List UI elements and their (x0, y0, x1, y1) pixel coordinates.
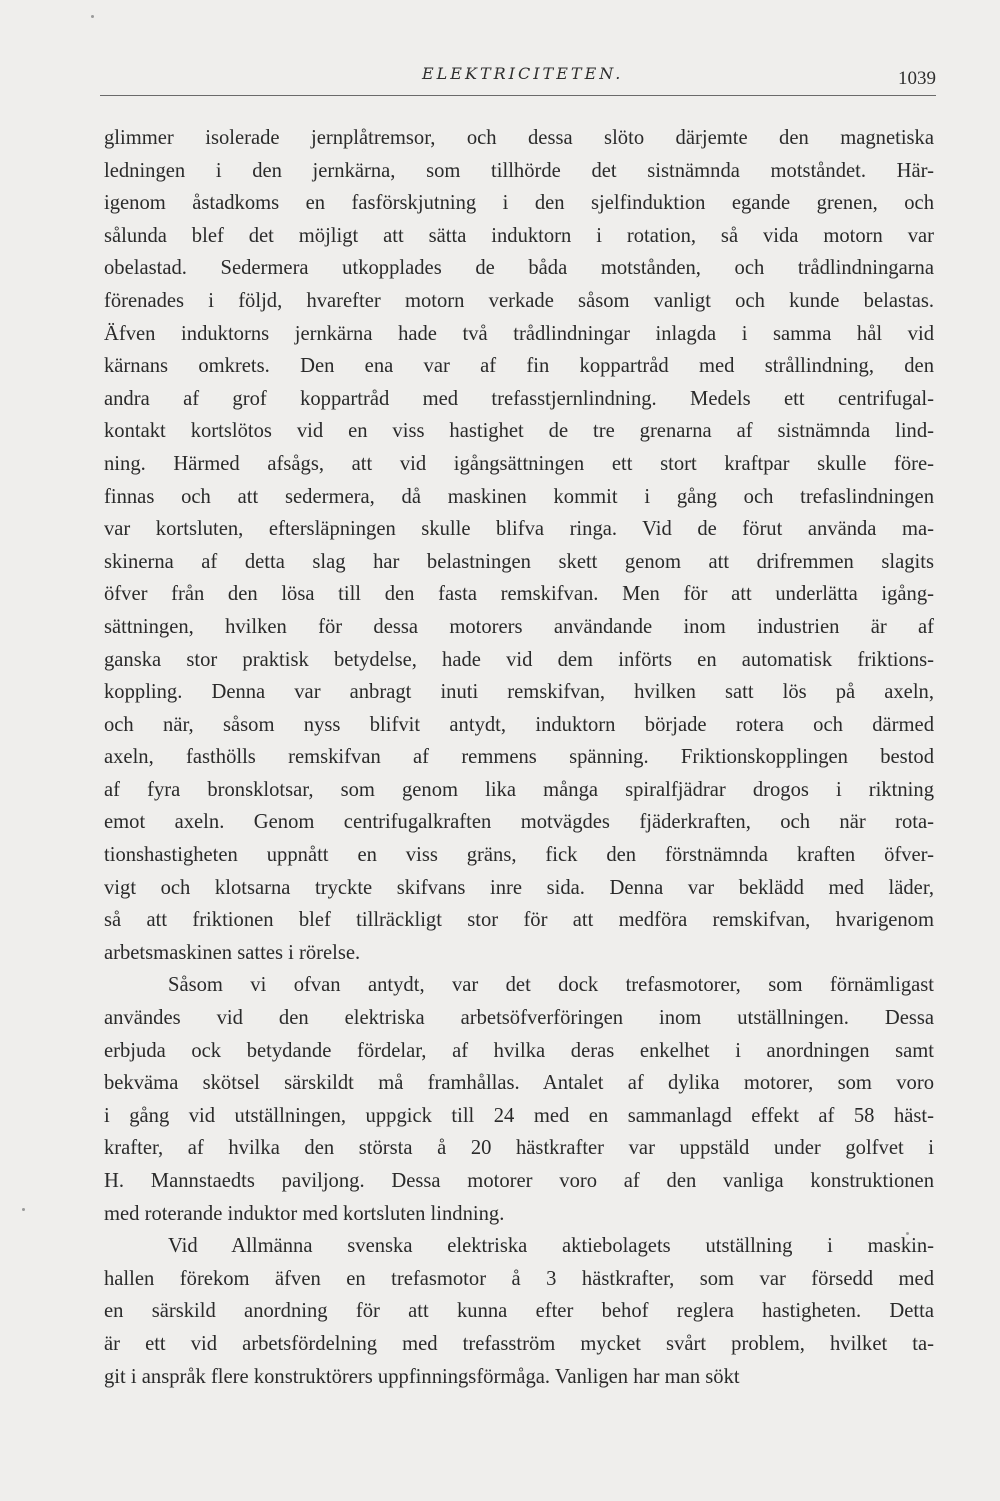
text-line: af fyra bronsklotsar, som genom lika många spiralfjädrar drogos i riktning (104, 778, 934, 801)
text-line: är ett vid arbetsfördelning med trefasström mycket svårt problem, hvilket ta- (104, 1332, 934, 1355)
paragraph (104, 969, 934, 1230)
text-line: ledningen i den jernkärna, som tillhörde det sistnämnda motståndet. Här- (104, 159, 934, 182)
text-line: förenades i följd, hvarefter motorn verkade såsom vanligt och kunde belastas. (104, 289, 934, 312)
text-line: Vid Allmänna svenska elektriska aktiebolagets utställning i maskin- (168, 1235, 934, 1258)
text-line: sålunda blef det möjligt att sätta induktorn i rotation, så vida motorn var (104, 224, 934, 247)
text-line: vigt och klotsarna tryckte skifvans inre sida. Denna var beklädd med läder, (104, 876, 934, 899)
text-line: obelastad. Sedermera utkopplades de båda motstånden, och trådlindningarna (104, 257, 934, 280)
page-number: 1039 (898, 68, 936, 89)
paper-speck (91, 15, 94, 18)
paragraph (104, 1230, 934, 1393)
text-line: en särskild anordning för att kunna efter behof reglera hastigheten. Detta (104, 1300, 934, 1323)
text-line: bekväma skötsel särskildt må framhållas. Antalet af dylika motorer, som voro (104, 1072, 934, 1095)
text-line: arbetsmaskinen sattes i rörelse. (104, 941, 361, 964)
text-line: koppling. Denna var anbragt inuti remskifvan, hvilken satt lös på axeln, (104, 681, 934, 704)
text-line: Såsom vi ofvan antydt, var det dock trefasmotorer, som förnämligast (168, 974, 934, 997)
text-line: axeln, fasthölls remskifvan af remmens spänning. Friktionskopplingen bestod (104, 746, 934, 769)
paragraph (104, 122, 934, 969)
text-line: glimmer isolerade jernplåtremsor, och dessa slöto därjemte den magnetiska (104, 127, 934, 149)
text-line: i gång vid utställningen, uppgick till 24 med en sammanlagd effekt af 58 häst- (104, 1104, 934, 1127)
text-line: krafter, af hvilka den största å 20 hästkrafter var uppstäld under golfvet i (104, 1137, 934, 1160)
text-line: erbjuda ock betydande fördelar, af hvilka deras enkelhet i anordningen samt (104, 1039, 934, 1062)
text-line: tionshastigheten uppnått en viss gräns, fick den förstnämnda kraften öfver- (104, 844, 934, 867)
text-line: ganska stor praktisk betydelse, hade vid dem införts en automatisk friktions- (104, 648, 934, 671)
text-line: Äfven induktorns jernkärna hade två trådlindningar inlagda i samma hål vid (104, 322, 934, 345)
text-line: var kortsluten, eftersläpningen skulle blifva ringa. Vid de förut använda ma- (104, 518, 934, 541)
text-line: igenom åstadkoms en fasförskjutning i den sjelfinduktion egande grenen, och (104, 192, 934, 215)
text-line: kärnans omkrets. Den ena var af fin koppartråd med strållindning, den (104, 355, 934, 378)
text-line: git i anspråk flere konstruktörers uppfinningsförmåga. Vanligen har man sökt (104, 1365, 740, 1388)
text-line: andra af grof koppartråd med trefasstjernlindning. Medels ett centrifugal- (104, 387, 934, 410)
paper-speck (906, 1232, 909, 1235)
text-line: så att friktionen blef tillräckligt stor för att medföra remskifvan, hvarigenom (104, 909, 934, 932)
header-rule (100, 95, 936, 96)
text-line: emot axeln. Genom centrifugalkraften motvägdes fjäderkraften, och när rota- (104, 811, 934, 834)
text-line: och när, såsom nyss blifvit antydt, induktorn började rotera och därmed (104, 713, 934, 736)
text-line: ning. Härmed afsågs, att vid igångsättningen ett stort kraftpar skulle före- (104, 452, 934, 475)
paper-speck (22, 1208, 25, 1211)
text-line: kontakt kortslötos vid en viss hastighet de tre grenarna af sistnämnda lind- (104, 420, 934, 443)
text-line: hallen förekom äfven en trefasmotor å 3 hästkrafter, som var försedd med (104, 1267, 934, 1290)
running-head (100, 64, 940, 92)
text-line: H. Mannstaedts paviljong. Dessa motorer voro af den vanliga konstruktionen (104, 1170, 934, 1192)
text-line: finnas och att sedermera, då maskinen kommit i gång och trefaslindningen (104, 485, 934, 508)
running-title: ELEKTRICITETEN. (422, 64, 624, 83)
body-text (104, 122, 934, 1393)
text-line: användes vid den elektriska arbetsöfverföringen inom utställningen. Dessa (104, 1007, 934, 1030)
text-line: med roterande induktor med kortsluten lindning. (104, 1202, 505, 1225)
text-line: skinerna af detta slag har belastningen skett genom att drifremmen slagits (104, 550, 934, 573)
text-line: öfver från den lösa till den fasta remskifvan. Men för att underlätta igång- (104, 583, 934, 606)
text-line: sättningen, hvilken för dessa motorers användande inom industrien är af (104, 615, 934, 638)
